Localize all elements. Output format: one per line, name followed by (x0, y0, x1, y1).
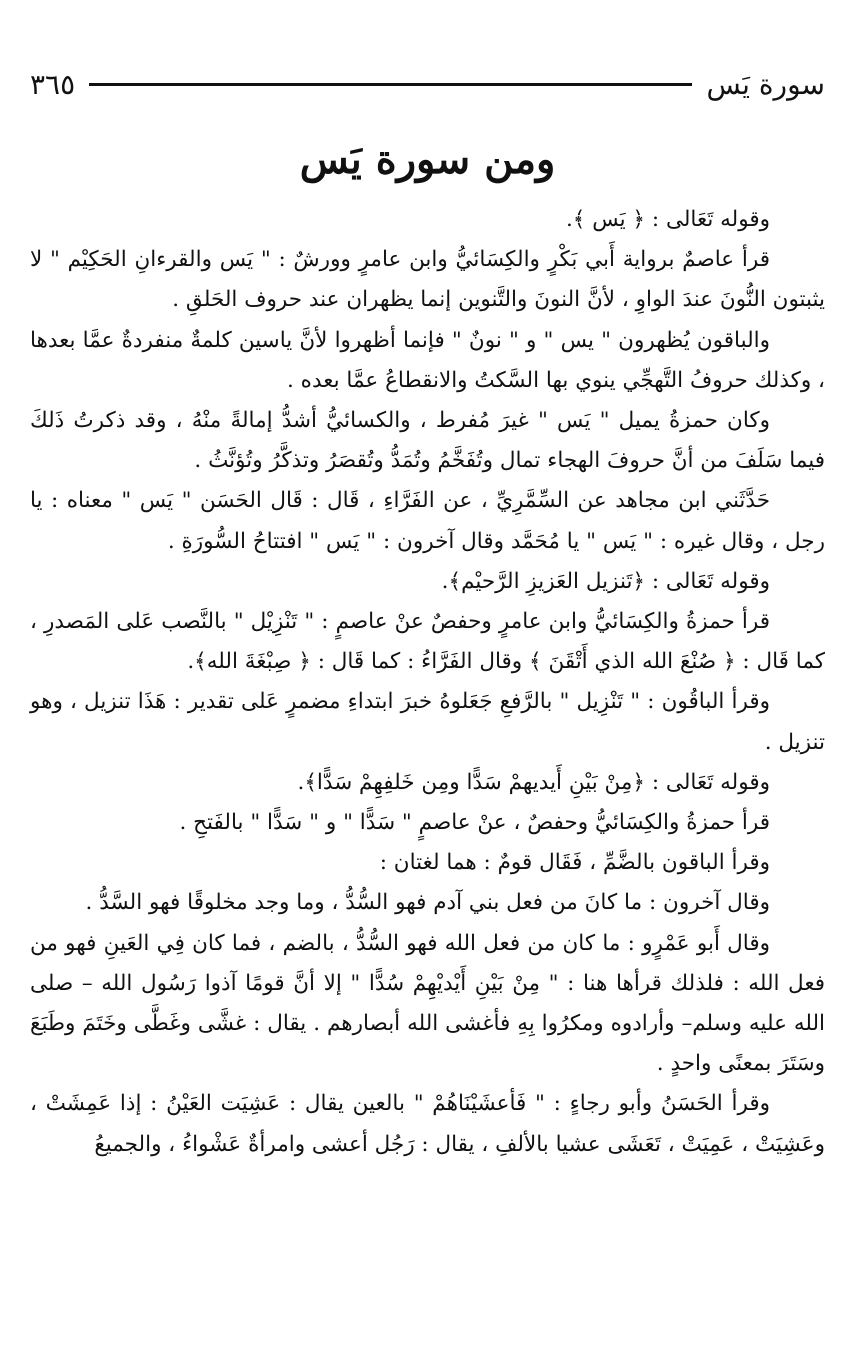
paragraph: قرأ حمزةُ والكِسَائيُّ وحفصٌ ، عنْ عاصمٍ " سَدًّا " و " سَدًّا " بالفَتحِ . (179, 810, 770, 836)
paragraph: والباقون يُظهرون " يس " و " نونٌ " فإنما أظهروا لأنَّ ياسين كلمةٌ منفردةٌ عمَّا بعدها ، وكذلك حروفُ التَّهجِّي ينوي بها السَّكتُ والانقطاعُ عمَّا بعده . (30, 327, 825, 393)
paragraph: وكان حمزةُ يميل " يَس " غيرَ مُفرط ، والكسائيُّ أشدُّ إمالةً منْهُ ، وقد ذكرتُ ذَلكَ فيما سَلَفَ من أنَّ حروفَ الهجاء تمال وتُفَخَّمُ وتُمَدُّ وتُقصَرُ وتذكَّرُ وتُؤنَّثُ . (30, 408, 825, 474)
paragraph: قرأ عاصمٌ برواية أَبي بَكْرٍ والكِسَائيُّ وابن عامرٍ وورشٌ : " يَس والقرءانِ الحَكِيْم " لا يثبتون النُّونَ عندَ الواوِ ، لأنَّ النونَ والتَّنوين إنما يظهران عند حروف الحَلقِ . (30, 247, 825, 313)
paragraph: وقوله تَعَالى : ﴿تَنزيل العَزيزِ الرَّحيْم﴾. (441, 568, 770, 594)
body-text (30, 200, 825, 1165)
paragraph: وقرأ الحَسَنُ وأبو رجاءٍ : " فَأعشَيْنَاهُمْ " بالعين يقال : عَشِيَت العَيْنُ : إذا عَمِشَتْ ، وعَشِيَتْ ، عَمِيَتْ ، تَعَشَى عشيا بالألفِ ، يقال : رَجُل أعشى وامرأةٌ عَشْواءُ ، والجميعُ (30, 1091, 825, 1157)
paragraph: حَدَّثَني ابن مجاهد عن السِّمَّرِيِّ ، عن الفَرَّاءِ ، قَال : قَال الحَسَن " يَس " معناه : يا رجل ، وقال غيره : " يَس " يا مُحَمَّد وقال آخرون : " يَس " افتتاحُ السُّورَةِ . (30, 488, 825, 554)
paragraph: وقوله تَعَالى : ﴿ يَس ﴾. (565, 207, 770, 232)
paragraph: وقرأ الباقُون : " تَنْزِيل " بالرَّفعِ جَعَلوهُ خبرَ ابتداءِ مضمرٍ عَلى تقدير : هَذَا تنزيل ، وهو تنزيل . (30, 689, 825, 755)
header-rule (89, 83, 692, 86)
page-number: ٣٦٥ (30, 67, 76, 101)
paragraph: وقرأ الباقون بالضَّمِّ ، فَقَال قومٌ : هما لغتان : (379, 850, 770, 876)
paragraph: وقال أَبو عَمْرٍو : ما كان من فعل الله فهو السُّدُّ ، بالضم ، فما كان فِي العَينِ فهو من فعل الله : فلذلك قرأها هنا : " مِنْ بَيْنِ أَيْديْهِمْ سُدًّا " إلا أنَّ قومًا آذوا رَسُول الله – صلى الله عليه وسلم– وأرادوه ومكرُوا بِهِ فأغشى الله أبصارهم . يقال : غشَّى وغَطَّى وخَتَمَ وطَبَعَ وسَتَرَ بمعنًى واحدٍ . (30, 930, 825, 1077)
paragraph: وقال آخرون : ما كانَ من فعل بني آدم فهو السُّدُّ ، وما وجد مخلوقًا فهو السَّدُّ . (85, 890, 770, 916)
paragraph: وقوله تَعَالى : ﴿مِنْ بَيْنِ أَيديهمْ سَدًّا ومِن خَلفِهِمْ سَدًّا﴾. (297, 769, 770, 795)
running-header (30, 62, 825, 106)
paragraph: قرأ حمزةُ والكِسَائيُّ وابن عامرٍ وحفصٌ عنْ عاصمٍ : " تَنْزِيْل " بالنَّصب عَلى المَصدرِ ، كما قَال : ﴿ صُنْعَ الله الذي أَتْقَنَ ﴾ وقال الفَرَّاءُ : كما قَال : ﴿ صِبْغَةَ الله﴾. (30, 609, 825, 675)
section-title: ومن سورة يَس (299, 136, 556, 183)
header-surah-name: سورة يَس (706, 67, 825, 101)
